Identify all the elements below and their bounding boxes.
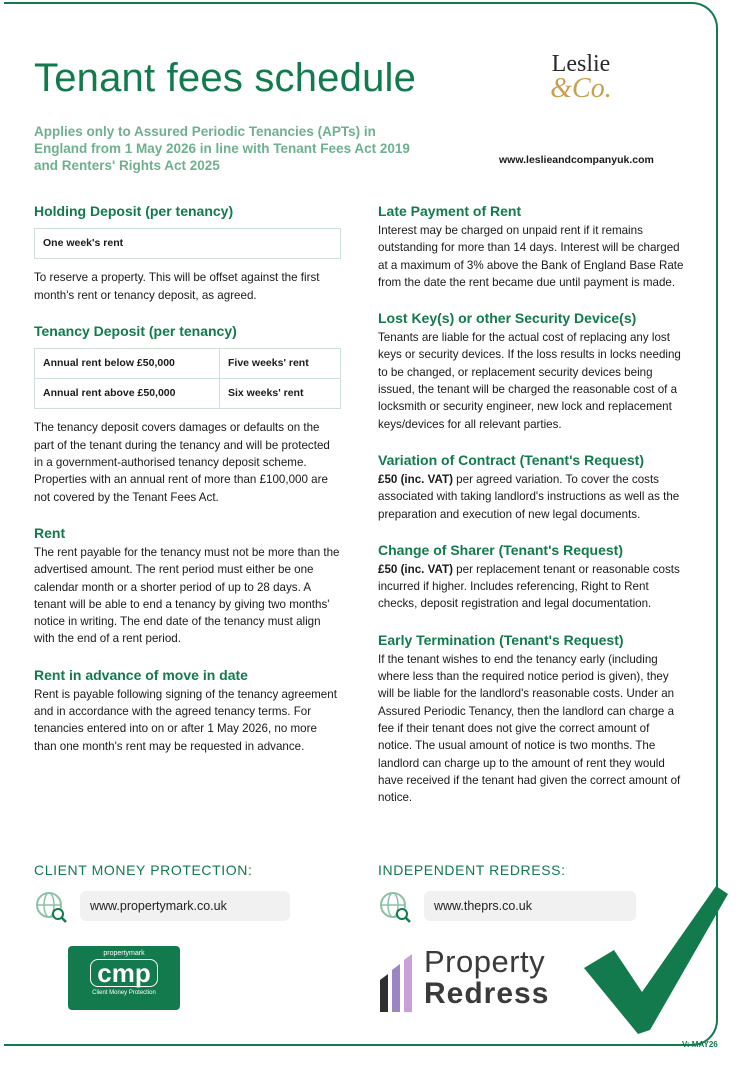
redress-word-1: Property [424,944,546,979]
fee-amount: £50 (inc. VAT) [378,472,453,486]
section-text [378,471,686,523]
section-text: Interest may be charged on unpaid rent if it remains outstanding for more than 14 days. Interest will be charged at a maximum of 3% above the Bank of England Base Rate from the date the rent became due until payment is made. [378,224,684,289]
cmp-logo [68,946,180,1010]
holding-table [34,228,341,259]
section-heading: Lost Key(s) or other Security Device(s) [378,310,637,327]
late-payment-section [378,202,686,291]
website-link[interactable]: www.leslieandcompanyuk.com [499,154,654,166]
page-subtitle: Applies only to Assured Periodic Tenancies (APTs) in England from 1 May 2026 in line with Tenant Fees Act 2019 and Renters' Rights Act 2025 [34,124,410,173]
cmp-logo-mid: cmp [90,959,157,987]
section-text: Rent is payable following signing of the tenancy agreement and in accordance with the agreed tenancy terms. For tenancies entered into on or after 1 May 2026, no more than one month's rent may be requested in advance. [34,687,337,753]
version-label: V: MAY26 [682,1040,718,1049]
section-text: The rent payable for the tenancy must not be more than the advertised amount. The rent period must either be one calendar month or a shorter period of up to 28 days. A tenant will be able to end a tenancy by giving two months' notice in writing. The end date of the tenancy must align with the end of a rent period. [34,545,340,646]
section-heading: Variation of Contract (Tenant's Request) [378,451,644,468]
redress-label: INDEPENDENT REDRESS: [378,862,566,878]
section-text: If the tenant wishes to end the tenancy early (including where less than the required notice period is given), they will be liable for the landlord's reasonable costs. Under an Assured Periodic Tenancy, then the landlord can charge a fee if their tenant does not give the correct amount of notice. The usual amount of notice is two months. The landlord can charge up to the amount of rent they would have received if the tenant had given the correct amount of notice. [378,652,681,805]
section-text [378,561,686,613]
page-title: Tenant fees schedule [34,56,417,100]
right-column [378,202,686,824]
globe-search-icon [34,890,68,924]
table-cell: Annual rent below £50,000 [35,348,220,378]
table-cell: Annual rent above £50,000 [35,379,220,409]
leslie-logo [546,52,616,102]
logo-text-1: Leslie [551,51,611,77]
section-text: The tenancy deposit covers damages or defaults on the part of the tenant during the tenancy and will be protected in a government-authorised tenancy deposit scheme. Properties with an annual rent of more than £100,000 are not covered by the Tenant Fees Act. [34,421,330,504]
holding-deposit-section [34,202,340,304]
section-text: To reserve a property. This will be offset against the first month's rent or tenancy deposit, as agreed. [34,271,320,302]
cmp-logo-top: propertymark [103,950,145,957]
fee-amount: £50 (inc. VAT) [378,562,453,576]
table-row [35,379,341,409]
section-heading: Tenancy Deposit (per tenancy) [34,322,237,339]
checkmark-icon [580,880,730,1040]
table-cell: Five weeks' rent [220,348,341,378]
section-heading: Rent in advance of move in date [34,666,248,683]
section-heading: Holding Deposit (per tenancy) [34,203,234,219]
cmp-url[interactable]: www.propertymark.co.uk [80,891,290,921]
lost-keys-section [378,309,686,433]
left-column [34,202,340,773]
cmp-label: CLIENT MONEY PROTECTION: [34,862,253,878]
bars-icon [378,950,418,1012]
fee-description: per replacement tenant or reasonable costs incurred if higher. Includes referencing, Right to Rent checks, deposit registration and legal documentation. [378,562,680,611]
table-cell: One week's rent [35,229,341,259]
section-text: Tenants are liable for the actual cost of replacing any lost keys or security devices. If the loss results in locks needing to be changed, or replacement security devices being issued, the tenant will be charged the reasonable cost of a locksmith or security engineer, new lock and replacement keys/devices for all relevant parties. [378,331,681,431]
rent-section [34,524,340,648]
rent-advance-section [34,666,340,755]
globe-search-icon [378,890,412,924]
variation-section [378,451,686,523]
redress-word-2: Redress [424,977,550,1010]
tenancy-deposit-section [34,322,340,506]
section-heading: Change of Sharer (Tenant's Request) [378,541,623,558]
change-sharer-section [378,541,686,613]
deposit-table [34,348,341,410]
section-heading: Early Termination (Tenant's Request) [378,631,624,648]
table-row [35,348,341,378]
fee-description: per agreed variation. To cover the costs associated with taking landlord's instructions as well as the preparation and execution of new legal documents. [378,472,680,521]
section-heading: Rent [34,524,66,541]
table-cell: Six weeks' rent [220,379,341,409]
early-termination-section [378,631,686,807]
redress-url[interactable]: www.theprs.co.uk [424,891,636,921]
property-redress-logo [378,944,578,1014]
cmp-logo-bot: Client Money Protection [92,990,156,996]
section-heading: Late Payment of Rent [378,203,522,219]
logo-text-2: &Co. [550,73,612,104]
